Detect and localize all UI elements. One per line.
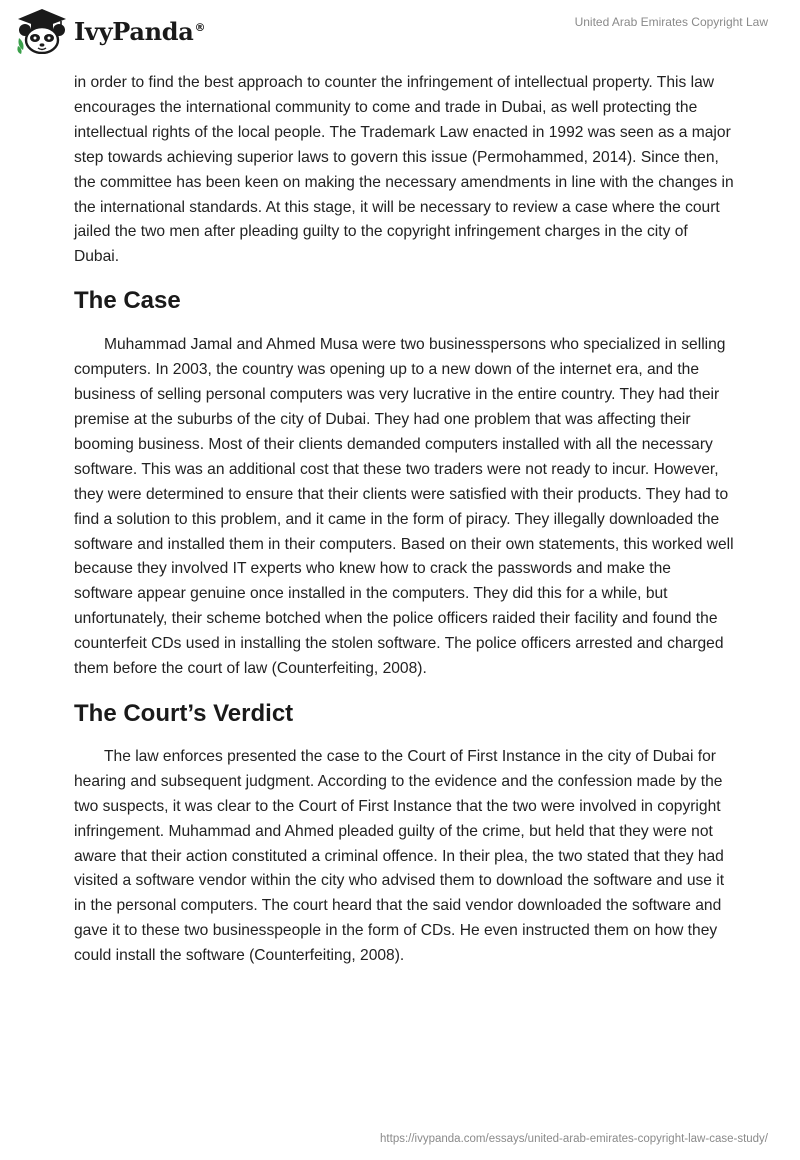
panda-graduation-cap-icon — [16, 8, 68, 54]
essay-content — [74, 71, 734, 969]
source-url[interactable]: https://ivypanda.com/essays/united-arab-emirates-copyright-law-case-study/ — [380, 1133, 768, 1145]
case-heading: The Case — [74, 287, 181, 315]
case-paragraph: Muhammad Jamal and Ahmed Musa were two businesspersons who specialized in selling computers. In 2003, the country was opening up to a new down of the internet era, and the business of selling personal computers was very lucrative in the entire country. They had their premise at the suburbs of the city of Dubai. They had one problem that was affecting their booming business. Most of their clients demanded computers installed with all the necessary software. This was an additional cost that these two traders were not ready to incur. However, they were determined to ensure that their clients were satisfied with their products. They had to find a solution to this problem, and it came in the form of piracy. They illegally downloaded the software and installed them in their computers. Based on their own statements, this worked well because they involved IT experts who knew how to crack the passwords and make the software appear genuine once installed in the computers. They did this for a while, but unfortunately, their scheme botched when the police officers raided their facility and found the counterfeit CDs used in installing the stolen software. The police officers arrested and charged them before the court of law (Counterfeiting, 2008). — [74, 336, 734, 678]
intro-paragraph: in order to find the best approach to counter the infringement of intellectual property. This law encourages the international community to come and trade in Dubai, as well protecting the intellectual rights of the local people. The Trademark Law enacted in 1992 was seen as a major step towards achieving superior laws to govern this issue (Permohammed, 2014). Since then, the committee has been keen on making the necessary amendments in line with the changes in the international standards. At this stage, it will be necessary to review a case where the court jailed the two men after pleading guilty to the copyright infringement charges in the city of Dubai. — [74, 74, 734, 266]
ivypanda-logo[interactable] — [16, 8, 205, 54]
document-title: United Arab Emirates Copyright Law — [574, 15, 768, 29]
registered-mark: ® — [194, 20, 206, 34]
verdict-paragraph: The law enforces presented the case to the Court of First Instance in the city of Dubai for hearing and subsequent judgment. According to the evidence and the confession made by the two suspects, it was clear to the Court of First Instance that the two were involved in copyright infringement. Muhammad and Ahmed pleaded guilty of the crime, but held that they were not aware that their action constituted a criminal offence. In their plea, the two stated that they had visited a software vendor within the city who advised them to download the software and use it in the personal computers. The court heard that the said vendor downloaded the software and gave it to these two businesspeople in the form of CDs. He even instructed them on how they could install the software (Counterfeiting, 2008). — [74, 747, 725, 965]
page-header — [0, 0, 800, 70]
brand-name: IvyPanda® — [74, 16, 206, 46]
verdict-heading: The Court’s Verdict — [74, 699, 294, 727]
